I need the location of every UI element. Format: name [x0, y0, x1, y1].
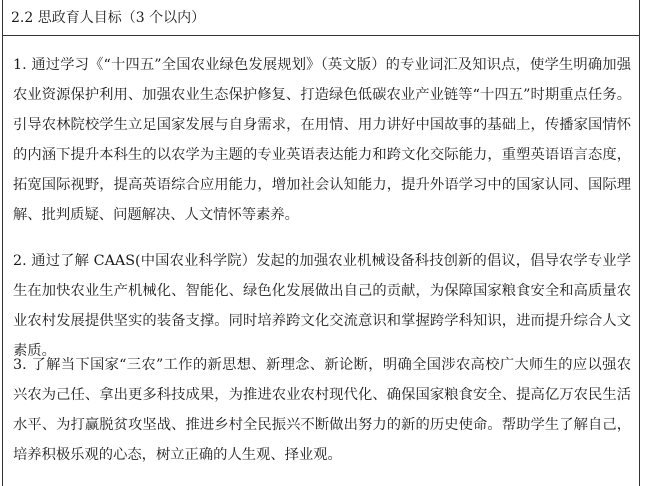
goal-paragraph-3: 3. 了解当下国家“三农”工作的新思想、新理念、新论断，明确全国涉农高校广大师生的应以强农兴农为己任、拿出更多科技成果，为推进农业农村现代化、确保国家粮食安全、提高亿万农民生活水平、为打赢脱贫攻坚战、推进乡村全民振兴不断做出努力的新的历史使命。帮助学生了解自己，培养积极乐观的心态，树立正确的人生观、择业观。 [13, 357, 631, 463]
goal-paragraph-2: 2. 通过了解 CAAS(中国农业科学院）发起的加强农业机械设备科技创新的倡议，倡导农学专业学生在加快农业生产机械化、智能化、绿色化发展做出自己的贡献，为保障国家粮食安全和高质量农业农村发展提供坚实的装备支撑。同时培养跨文化交流意识和掌握跨学科知识，进而提升综合人文素质。 [13, 253, 631, 359]
goal-paragraph-1: 1. 通过学习《“十四五”全国农业绿色发展规划》（英文版）的专业词汇及知识点，使学生明确加强农业资源保护利用、加强农业生态保护修复、打造绿色低碳农业产业链等“十四五”时期重点任务。引导农林院校学生立足国家发展与自身需求，在用情、用力讲好中国故事的基础上，传播家国情怀的内涵下提升本科生的以农学为主题的专业英语表达能力和跨文化交际能力，重塑英语语言态度，拓宽国际视野，提高英语综合应用能力，增加社会认知能力，提升外语学习中的国家认同、国际理解、批判质疑、问题解决、人文情怀等素养。 [13, 57, 631, 223]
heading-row [3, 0, 639, 36]
section-heading: 2.2 思政育人目标（3 个以内） [11, 10, 206, 26]
document-table-cell [2, 0, 640, 486]
